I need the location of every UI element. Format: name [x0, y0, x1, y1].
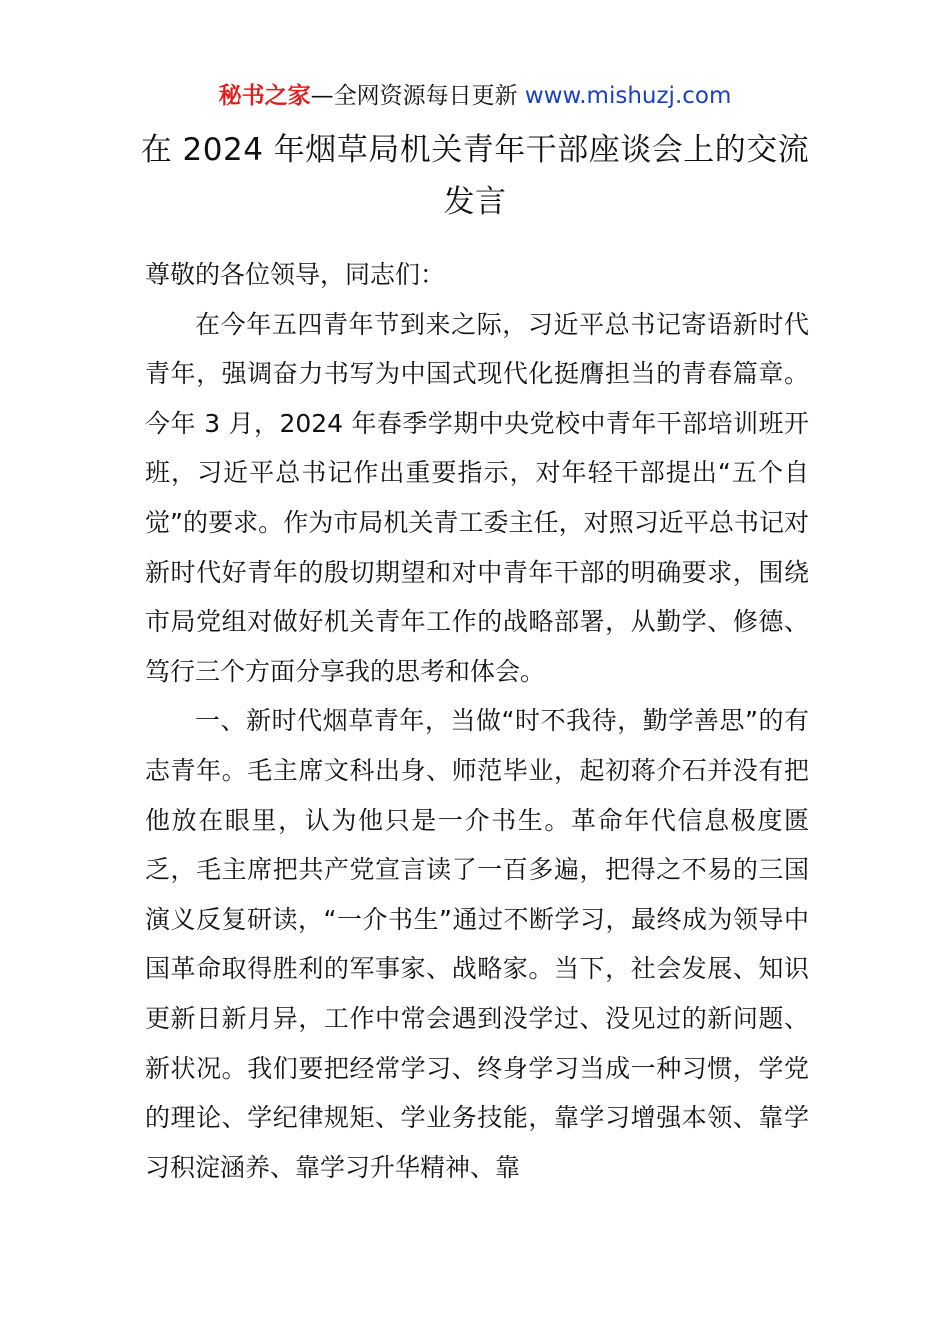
header-tagline: —全网资源每日更新: [310, 83, 518, 109]
site-url-link[interactable]: www.mishuzj.com: [524, 83, 732, 109]
site-header: [0, 80, 950, 112]
paragraph-intro: 在今年五四青年节到来之际，习近平总书记寄语新时代青年，强调奋力书写为中国式现代化挺膺担当的青春篇章。今年 3 月，2024 年春季学期中央党校中青年干部培训班开班，习近平总书记作出重要指示，对年轻干部提出“五个自觉”的要求。作为市局机关青工委主任，对照习近平总书记对新时代好青年的殷切期望和对中青年干部的明确要求，围绕市局党组对做好机关青年工作的战略部署，从勤学、修德、笃行三个方面分享我的思考和体会。: [145, 309, 809, 686]
salutation: 尊敬的各位领导，同志们：: [145, 260, 446, 289]
paragraph-section-one: 一、新时代烟草青年，当做“时不我待，勤学善思”的有志青年。毛主席文科出身、师范毕业，起初蒋介石并没有把他放在眼里，认为他只是一介书生。革命年代信息极度匮乏，毛主席把共产党宣言读了一百多遍，把得之不易的三国演义反复研读，“一介书生”通过不断学习，最终成为领导中国革命取得胜利的军事家、战略家。当下，社会发展、知识更新日新月异，工作中常会遇到没学过、没见过的新问题、新状况。我们要把经常学习、终身学习当成一种习惯，学党的理论、学纪律规矩、学业务技能，靠学习增强本领、靠学习积淀涵养、靠学习升华精神、靠: [145, 706, 809, 1182]
document-title: 在 2024 年烟草局机关青年干部座谈会上的交流发言: [140, 132, 810, 220]
document-body: [145, 250, 809, 1192]
brand-name: 秘书之家: [218, 83, 311, 109]
